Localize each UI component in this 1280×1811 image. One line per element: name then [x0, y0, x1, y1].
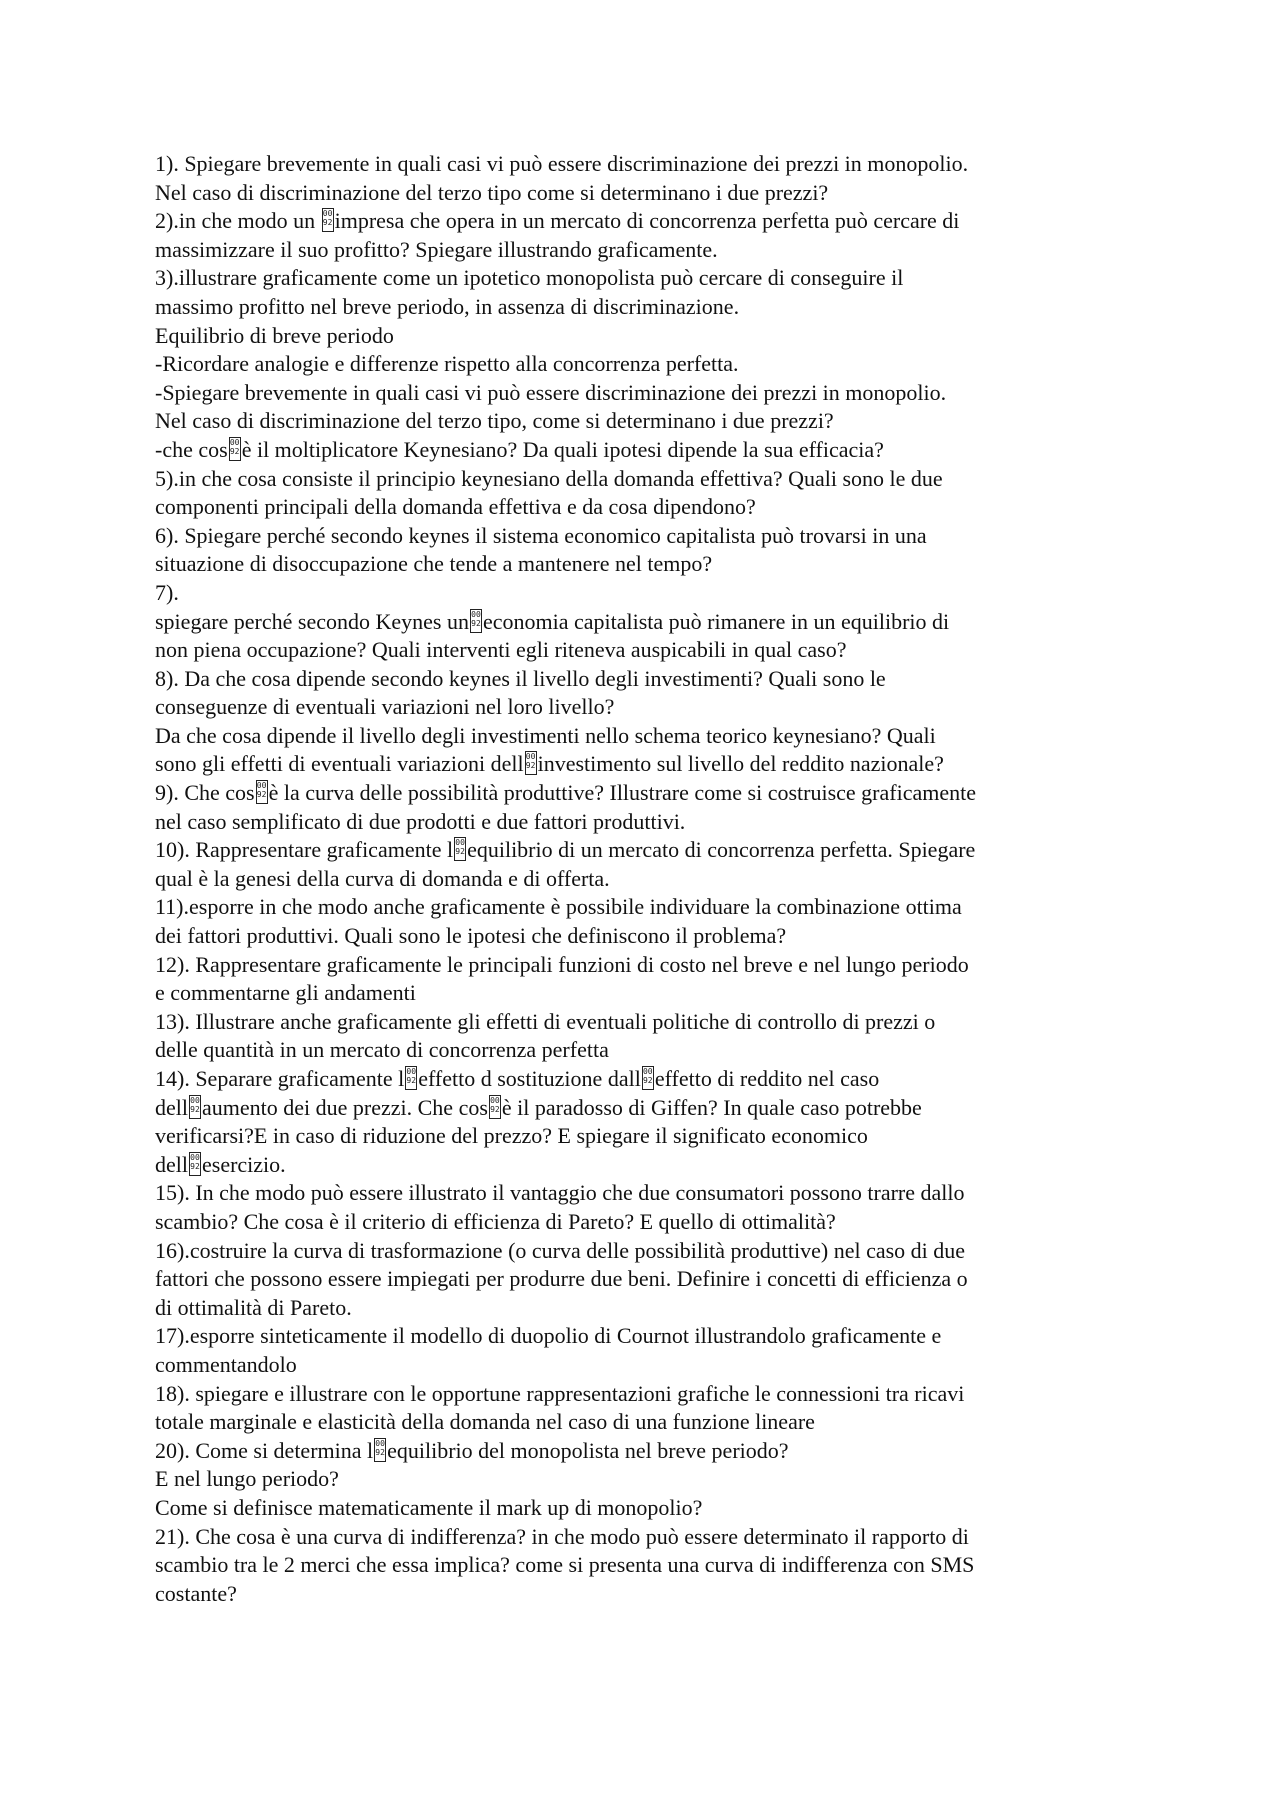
text-line: 17).esporre sinteticamente il modello di duopolio di Cournot illustrandolo graficamente e	[155, 1323, 942, 1349]
text-line: scambio tra le 2 merci che essa implica? come si presenta una curva di indifferenza con SMS	[155, 1552, 975, 1578]
missing-glyph-icon: 00 92	[189, 1152, 201, 1176]
text-line: 8). Da che cosa dipende secondo keynes il livello degli investimenti? Quali sono le	[155, 665, 886, 691]
text-line: nel caso semplificato di due prodotti e due fattori produttivi.	[155, 808, 686, 834]
text-line: e commentarne gli andamenti	[155, 980, 416, 1006]
text-line: scambio? Che cosa è il criterio di efficienza di Pareto? E quello di ottimalità?	[155, 1208, 836, 1234]
text-line: commentandolo	[155, 1351, 297, 1377]
text-line: conseguenze di eventuali variazioni nel loro livello?	[155, 694, 615, 720]
text-line: 12). Rappresentare graficamente le principali funzioni di costo nel breve e nel lungo periodo	[155, 951, 969, 977]
missing-glyph-icon: 00 92	[470, 609, 482, 633]
text-line: 13). Illustrare anche graficamente gli effetti di eventuali politiche di controllo di prezzi o	[155, 1008, 936, 1034]
text-line: 15). In che modo può essere illustrato il vantaggio che due consumatori possono trarre dallo	[155, 1180, 965, 1206]
text-line: 3).illustrare graficamente come un ipotetico monopolista può cercare di conseguire il	[155, 265, 904, 291]
text-line: delle quantità in un mercato di concorrenza perfetta	[155, 1037, 609, 1063]
text-line: 2).in che modo un 00 92impresa che opera in un mercato di concorrenza perfetta può cercare di	[155, 208, 960, 234]
missing-glyph-icon: 00 92	[189, 1095, 201, 1119]
text-line: dell 00 92aumento dei due prezzi. Che cos 00 92è il paradosso di Giffen? In quale caso potrebbe	[155, 1094, 922, 1120]
missing-glyph-icon: 00 92	[454, 837, 466, 861]
missing-glyph-icon: 00 92	[405, 1066, 417, 1090]
text-line: -Spiegare brevemente in quali casi vi può essere discriminazione dei prezzi in monopolio.	[155, 379, 947, 405]
text-line: non piena occupazione? Quali interventi egli riteneva auspicabili in qual caso?	[155, 637, 847, 663]
text-line: 18). spiegare e illustrare con le opportune rappresentazioni grafiche le connessioni tra ricavi	[155, 1380, 965, 1406]
text-line: dell 00 92esercizio.	[155, 1151, 286, 1177]
text-line: -Ricordare analogie e differenze rispetto alla concorrenza perfetta.	[155, 351, 739, 377]
text-line: 9). Che cos 00 92è la curva delle possibilità produttive? Illustrare come si costruisce graficamente	[155, 780, 976, 806]
missing-glyph-icon: 00 92	[256, 780, 268, 804]
text-line: costante?	[155, 1580, 237, 1606]
text-line: verificarsi?E in caso di riduzione del prezzo? E spiegare il significato economico	[155, 1123, 868, 1149]
text-line: Nel caso di discriminazione del terzo tipo come si determinano i due prezzi?	[155, 179, 829, 205]
text-line: 20). Come si determina l 00 92equilibrio del monopolista nel breve periodo?	[155, 1437, 789, 1463]
text-line: Da che cosa dipende il livello degli investimenti nello schema teorico keynesiano? Quali	[155, 722, 936, 748]
missing-glyph-icon: 00 92	[642, 1066, 654, 1090]
text-line: sono gli effetti di eventuali variazioni dell 00 92investimento sul livello del reddito nazionale?	[155, 751, 944, 777]
missing-glyph-icon: 00 92	[229, 437, 241, 461]
text-line: Come si definisce matematicamente il mark up di monopolio?	[155, 1494, 703, 1520]
text-line: 5).in che cosa consiste il principio keynesiano della domanda effettiva? Quali sono le due	[155, 465, 943, 491]
text-line: massimo profitto nel breve periodo, in assenza di discriminazione.	[155, 293, 740, 319]
missing-glyph-icon: 00 92	[525, 751, 537, 775]
document-body	[155, 150, 1155, 1608]
text-line: massimizzare il suo profitto? Spiegare illustrando graficamente.	[155, 236, 718, 262]
text-line: 16).costruire la curva di trasformazione (o curva delle possibilità produttive) nel caso di due	[155, 1237, 966, 1263]
text-line: 11).esporre in che modo anche graficamente è possibile individuare la combinazione ottima	[155, 894, 962, 920]
text-line: E nel lungo periodo?	[155, 1466, 339, 1492]
text-line: Equilibrio di breve periodo	[155, 322, 394, 348]
text-line: fattori che possono essere impiegati per produrre due beni. Definire i concetti di efficienza o	[155, 1266, 968, 1292]
missing-glyph-icon: 00 92	[489, 1095, 501, 1119]
missing-glyph-icon: 00 92	[322, 208, 334, 232]
text-line: 10). Rappresentare graficamente l 00 92equilibrio di un mercato di concorrenza perfetta. Spiegare	[155, 837, 976, 863]
text-line: spiegare perché secondo Keynes un 00 92economia capitalista può rimanere in un equilibrio di	[155, 608, 950, 634]
text-line: di ottimalità di Pareto.	[155, 1294, 352, 1320]
text-line: 21). Che cosa è una curva di indifferenza? in che modo può essere determinato il rapporto di	[155, 1523, 969, 1549]
text-line: totale marginale e elasticità della domanda nel caso di una funzione lineare	[155, 1409, 815, 1435]
text-line: -che cos 00 92è il moltiplicatore Keynesiano? Da quali ipotesi dipende la sua efficacia?	[155, 436, 884, 462]
text-line: qual è la genesi della curva di domanda e di offerta.	[155, 865, 610, 891]
text-line: componenti principali della domanda effettiva e da cosa dipendono?	[155, 494, 756, 520]
text-line: 6). Spiegare perché secondo keynes il sistema economico capitalista può trovarsi in una	[155, 522, 927, 548]
text-line: 14). Separare graficamente l 00 92effetto d sostituzione dall 00 92effetto di reddito nel caso	[155, 1066, 880, 1091]
text-line: dei fattori produttivi. Quali sono le ipotesi che definiscono il problema?	[155, 923, 787, 949]
text-line: 1). Spiegare brevemente in quali casi vi può essere discriminazione dei prezzi in monopolio.	[155, 151, 969, 176]
text-line: 7).	[155, 579, 179, 605]
text-line: situazione di disoccupazione che tende a mantenere nel tempo?	[155, 551, 713, 577]
text-line: Nel caso di discriminazione del terzo tipo, come si determinano i due prezzi?	[155, 408, 834, 434]
missing-glyph-icon: 00 92	[374, 1438, 386, 1462]
